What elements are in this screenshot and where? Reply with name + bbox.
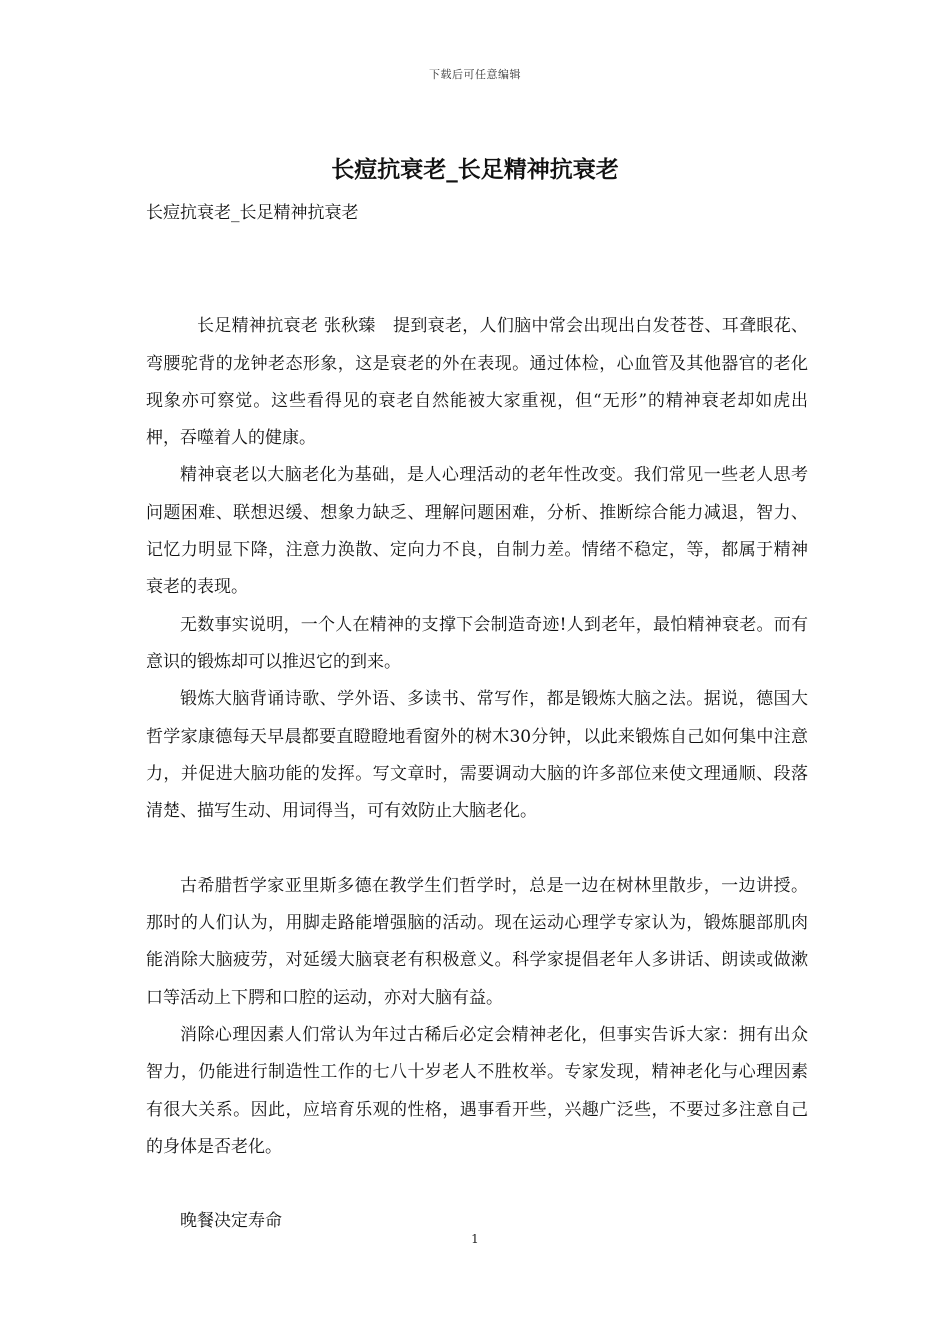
blank-line: [146, 1166, 808, 1203]
header-note: 下载后可任意编辑: [429, 68, 521, 81]
page-number: 1: [471, 1232, 479, 1246]
blank-line: [146, 830, 808, 867]
blank-line: [146, 271, 808, 308]
document-subtitle: 长痘抗衰老_长足精神抗衰老: [146, 203, 359, 223]
paragraph: 消除心理因素人们常认为年过古稀后必定会精神老化，但事实告诉大家：拥有出众智力，仍能进行制造性工作的七八十岁老人不胜枚举。专家发现，精神老化与心理因素有很大关系。因此，应培育乐观的性格，遇事看开些，兴趣广泛些，不要过多注意自己的身体是否老化。: [146, 1024, 808, 1157]
paragraph: 精神衰老以大脑老化为基础，是人心理活动的老年性改变。我们常见一些老人思考问题困难、联想迟缓、想象力缺乏、理解问题困难，分析、推断综合能力减退，智力、记忆力明显下降，注意力涣散、定向力不良，自制力差。情绪不稳定，等，都属于精神衰老的表现。: [146, 465, 808, 598]
paragraph: 无数事实说明，一个人在精神的支撑下会制造奇迹!人到老年，最怕精神衰老。而有意识的锻炼却可以推迟它的到来。: [146, 614, 808, 672]
document-body: [146, 271, 808, 1241]
paragraph: 古希腊哲学家亚里斯多德在教学生们哲学时，总是一边在树林里散步，一边讲授。那时的人们认为，用脚走路能增强脑的活动。现在运动心理学专家认为，锻炼腿部肌肉能消除大脑疲劳，对延缓大脑衰老有积极意义。科学家提倡老年人多讲话、朗读或做漱口等活动上下腭和口腔的运动，亦对大脑有益。: [146, 875, 808, 1008]
document-title: 长痘抗衰老_长足精神抗衰老: [331, 156, 619, 183]
paragraph: 锻炼大脑背诵诗歌、学外语、多读书、常写作，都是锻炼大脑之法。据说，德国大哲学家康德每天早晨都要直瞪瞪地看窗外的树木30分钟，以此来锻炼自己如何集中注意力，并促进大脑功能的发挥。写文章时，需要调动大脑的许多部位来使文理通顺、段落清楚、描写生动、用词得当，可有效防止大脑老化。: [146, 689, 808, 822]
paragraph: 长足精神抗衰老 张秋臻 提到衰老，人们脑中常会出现出白发苍苍、耳聋眼花、弯腰驼背的龙钟老态形象，这是衰老的外在表现。通过体检，心血管及其他器官的老化现象亦可察觉。这些看得见的衰老自然能被大家重视，但“无形”的精神衰老却如虎出柙，吞噬着人的健康。: [146, 316, 808, 449]
section-heading: 晚餐决定寿命: [180, 1211, 282, 1232]
